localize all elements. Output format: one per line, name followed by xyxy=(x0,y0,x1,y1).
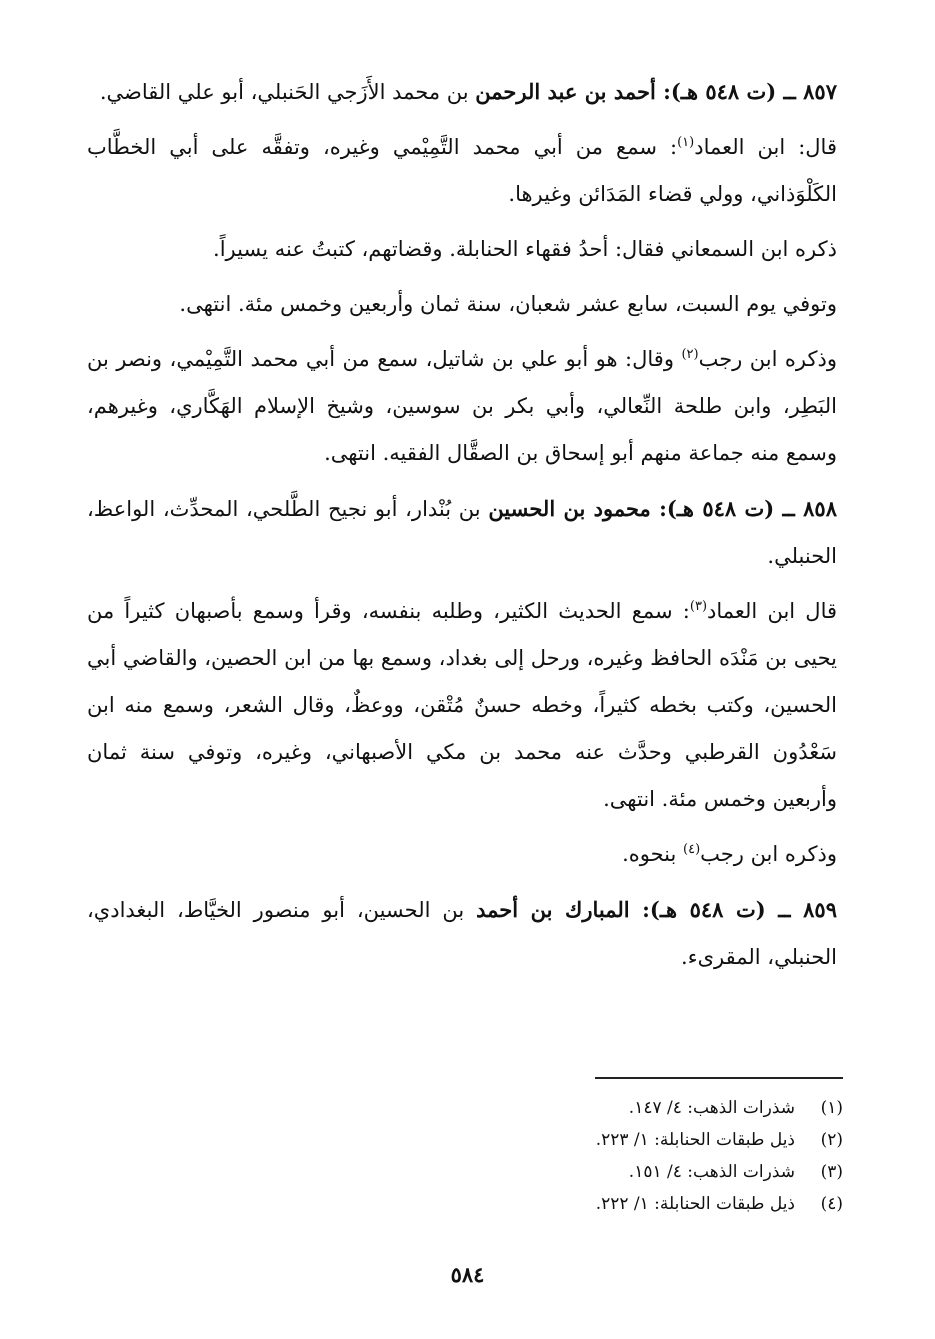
footnote-number: (٣) xyxy=(820,1162,843,1182)
entry-858 xyxy=(87,485,837,580)
footnote-ref: (١) xyxy=(677,135,695,150)
entry-857-para-1 xyxy=(87,124,837,218)
entry-857-rest: بن محمد الأَزَجي الحَنبلي، أبو علي القاضي. xyxy=(99,80,476,104)
para-text: وذكره ابن رجب xyxy=(698,347,837,371)
entry-857-para-3: وتوفي يوم السبت، سابع عشر شعبان، سنة ثمان وأربعين وخمس مئة. انتهى. xyxy=(179,292,837,316)
footnote-item xyxy=(343,1188,843,1220)
footnote-text: شذرات الذهب: ٤/ ١٤٧. xyxy=(628,1098,795,1118)
footnote-item xyxy=(343,1156,843,1188)
entry-857 xyxy=(87,68,837,116)
footnote-number: (٤) xyxy=(820,1194,843,1214)
entry-859-head: ٨٥٩ ــ (ت ٥٤٨ هـ): المبارك بن أحمد xyxy=(476,897,837,922)
entry-858-para-2 xyxy=(87,831,837,878)
para-text: وقال: هو أبو علي بن شاتيل، سمع من أبي محمد التَّمِيْمي، ونصر بن البَطِر، وابن طلحة النِّعالي، وأبي بكر بن سوسين، وشيخ الإسلام الهَكَّاري، وغيرهم، وسمع منه جماعة منهم أبو إسحاق بن الصقَّال الفقيه. انتهى. xyxy=(87,347,837,465)
entry-858-head: ٨٥٨ ــ (ت ٥٤٨ هـ): محمود بن الحسين xyxy=(488,496,837,521)
para-text: بنحوه. xyxy=(622,842,684,866)
para-text: وذكره ابن رجب xyxy=(700,842,837,866)
para-text: : سمع من أبي محمد التَّمِيْمي وغيره، وتفقَّه على أبي الخطَّاب الكَلْوَذاني، وولي قضاء المَدَائن وغيرها. xyxy=(87,135,837,206)
entry-859-rest: بن الحسين، أبو منصور الخيَّاط، البغدادي، الحنبلي، المقرىء. xyxy=(87,898,837,969)
para-text: : سمع الحديث الكثير، وطلبه بنفسه، وقرأ وسمع بأصبهان كثيراً من يحيى بن مَنْدَه الحافظ وغيره، ورحل إلى بغداد، وسمع بها من ابن الحصين، والقاضي أبي الحسين، وكتب بخطه كثيراً، وخطه حسنٌ مُتْقن، ووعظٌ، وقال الشعر، وسمع منه ابن سَعْدُون القرطبي وحدَّث عنه محمد بن مكي الأصبهاني، وغيره، وتوفي سنة ثمان وأربعين وخمس مئة. انتهى. xyxy=(87,599,837,811)
footnote-ref: (٣) xyxy=(689,599,708,614)
entry-857-para-4 xyxy=(87,336,837,477)
footnote-text: شذرات الذهب: ٤/ ١٥١. xyxy=(628,1162,795,1182)
entry-857-para-2: ذكره ابن السمعاني فقال: أحدُ فقهاء الحنابلة. وقضاتهم، كتبتُ عنه يسيراً. xyxy=(213,237,837,261)
footnotes xyxy=(343,1092,843,1220)
para-text: قال: ابن العماد xyxy=(694,135,837,159)
entry-859 xyxy=(87,886,837,981)
footnote-item xyxy=(343,1124,843,1156)
footnote-separator xyxy=(595,1077,843,1079)
footnote-item xyxy=(343,1092,843,1124)
para-text: قال ابن العماد xyxy=(707,599,838,623)
footnote-number: (١) xyxy=(820,1098,843,1118)
main-text xyxy=(87,68,837,989)
footnote-ref: (٤) xyxy=(683,842,701,857)
footnote-text: ذيل طبقات الحنابلة: ١/ ٢٢٣. xyxy=(595,1130,795,1150)
footnote-ref: (٢) xyxy=(681,347,699,362)
entry-858-para-1 xyxy=(87,588,837,823)
footnote-number: (٢) xyxy=(820,1130,843,1150)
page-number: ٥٨٤ xyxy=(450,1262,485,1287)
footnote-text: ذيل طبقات الحنابلة: ١/ ٢٢٢. xyxy=(595,1194,795,1214)
entry-858-rest: بن بُنْدار، أبو نجيح الطَّلحي، المحدِّث، الواعظ، الحنبلي. xyxy=(87,497,837,568)
entry-857-head: ٨٥٧ ــ (ت ٥٤٨ هـ): أحمد بن عبد الرحمن xyxy=(475,79,837,104)
